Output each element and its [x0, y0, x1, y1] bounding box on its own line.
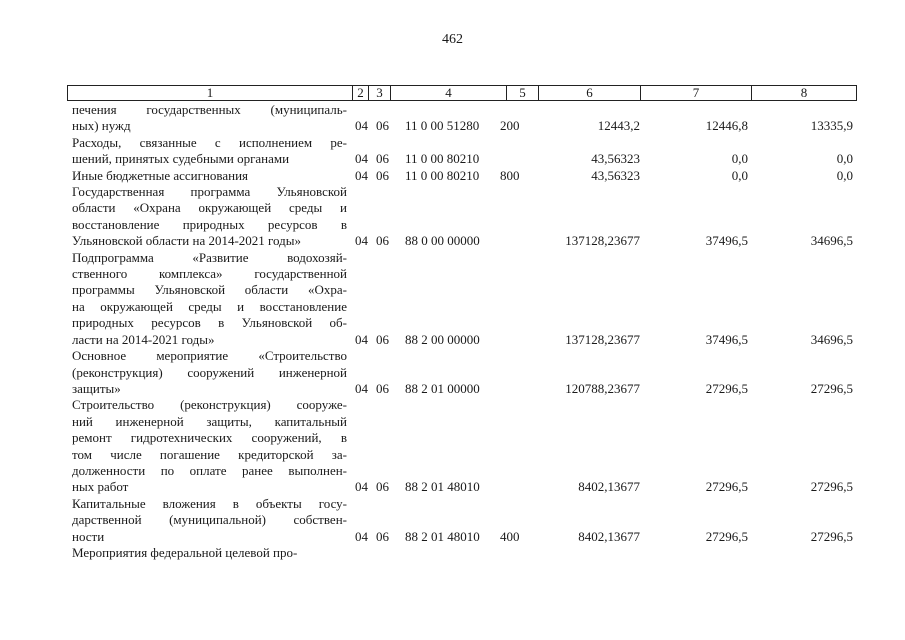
amount-col-6: 137128,23677 — [565, 233, 640, 249]
description-line: ных) нужд — [72, 118, 131, 134]
amount-col-8: 27296,5 — [810, 380, 853, 396]
section-cell: 04 — [355, 151, 368, 167]
header-col-3: 3 — [369, 86, 391, 100]
table-row — [0, 102, 905, 135]
description-line: Мероприятия федеральной целевой про- — [72, 544, 298, 560]
header-col-5: 5 — [507, 86, 539, 100]
row-description — [72, 496, 347, 545]
amount-col-7: 12446,8 — [705, 118, 748, 134]
row-description — [72, 102, 347, 135]
table-row — [0, 135, 905, 168]
row-description — [72, 250, 347, 348]
target-code-cell: 88 0 00 00000 — [405, 233, 480, 249]
description-line: ных работ — [72, 479, 129, 495]
table-row — [0, 184, 905, 250]
description-line: на окружающей среды и восстановление — [72, 298, 347, 314]
amount-col-7: 37496,5 — [705, 233, 748, 249]
subsection-cell: 06 — [376, 151, 389, 167]
header-col-2: 2 — [353, 86, 369, 100]
header-col-7: 7 — [641, 86, 752, 100]
amount-col-7: 37496,5 — [705, 331, 748, 347]
amount-col-8: 27296,5 — [810, 528, 853, 544]
row-description — [72, 184, 347, 250]
subsection-cell: 06 — [376, 167, 389, 183]
description-line: Расходы, связанные с исполнением ре- — [72, 134, 347, 150]
description-line: Основное мероприятие «Строительство — [72, 348, 347, 364]
description-line: восстановление природных ресурсов в — [72, 216, 347, 232]
table-row — [0, 496, 905, 545]
amount-col-6: 43,56323 — [591, 151, 640, 167]
description-line: Ульяновской области на 2014-2021 годы» — [72, 233, 302, 249]
section-cell: 04 — [355, 167, 368, 183]
target-code-cell: 11 0 00 80210 — [405, 167, 480, 183]
description-line: Подпрограмма «Развитие водохозяй- — [72, 249, 347, 265]
row-description — [72, 135, 347, 168]
amount-col-6: 8402,13677 — [578, 479, 640, 495]
header-col-6: 6 — [539, 86, 641, 100]
amount-col-6: 120788,23677 — [565, 380, 640, 396]
target-code-cell: 11 0 00 51280 — [405, 118, 480, 134]
amount-col-6: 43,56323 — [591, 167, 640, 183]
amount-col-7: 27296,5 — [705, 380, 748, 396]
description-line: области «Охрана окружающей среды и — [72, 200, 347, 216]
target-code-cell: 11 0 00 80210 — [405, 151, 480, 167]
subsection-cell: 06 — [376, 380, 389, 396]
page-number: 462 — [442, 32, 463, 47]
amount-col-7: 27296,5 — [705, 479, 748, 495]
target-code-cell: 88 2 01 48010 — [405, 479, 480, 495]
header-col-1: 1 — [68, 86, 353, 100]
table-row — [0, 168, 905, 184]
section-cell: 04 — [355, 118, 368, 134]
section-cell: 04 — [355, 331, 368, 347]
description-line: долженности по оплате ранее выполнен- — [72, 462, 347, 478]
table-row — [0, 545, 905, 561]
amount-col-6: 12443,2 — [597, 118, 640, 134]
description-line: программы Ульяновской области «Охра- — [72, 282, 347, 298]
amount-col-7: 27296,5 — [705, 528, 748, 544]
target-code-cell: 88 2 01 00000 — [405, 380, 480, 396]
expense-type-cell: 800 — [500, 167, 520, 183]
amount-col-8: 0,0 — [836, 151, 853, 167]
description-line: Иные бюджетные ассигнования — [72, 167, 249, 183]
table-row — [0, 397, 905, 495]
target-code-cell: 88 2 00 00000 — [405, 331, 480, 347]
table-row — [0, 250, 905, 348]
row-description — [72, 397, 347, 495]
table-body — [0, 102, 905, 561]
description-line: шений, принятых судебными органами — [72, 151, 290, 167]
amount-col-8: 13335,9 — [810, 118, 853, 134]
amount-col-6: 137128,23677 — [565, 331, 640, 347]
subsection-cell: 06 — [376, 118, 389, 134]
amount-col-8: 0,0 — [836, 167, 853, 183]
amount-col-7: 0,0 — [731, 151, 748, 167]
description-line: том числе погашение кредиторской за- — [72, 446, 347, 462]
expense-type-cell: 200 — [500, 118, 520, 134]
subsection-cell: 06 — [376, 331, 389, 347]
section-cell: 04 — [355, 233, 368, 249]
section-cell: 04 — [355, 479, 368, 495]
description-line: печения государственных (муниципаль- — [72, 102, 347, 117]
description-line: ремонт гидротехнических сооружений, в — [72, 430, 347, 446]
row-description — [72, 168, 347, 184]
subsection-cell: 06 — [376, 528, 389, 544]
subsection-cell: 06 — [376, 479, 389, 495]
table-header — [67, 85, 857, 101]
amount-col-8: 27296,5 — [810, 479, 853, 495]
description-line: дарственной (муниципальной) собствен- — [72, 512, 347, 528]
description-line: защиты» — [72, 380, 121, 396]
description-line: ласти на 2014-2021 годы» — [72, 331, 215, 347]
description-line: Государственная программа Ульяновской — [72, 184, 347, 200]
amount-col-6: 8402,13677 — [578, 528, 640, 544]
description-line: Строительство (реконструкция) сооруже- — [72, 397, 347, 413]
table-row — [0, 348, 905, 397]
subsection-cell: 06 — [376, 233, 389, 249]
description-line: ний инженерной защиты, капитальный — [72, 413, 347, 429]
amount-col-8: 34696,5 — [810, 233, 853, 249]
expense-type-cell: 400 — [500, 528, 520, 544]
amount-col-7: 0,0 — [731, 167, 748, 183]
section-cell: 04 — [355, 528, 368, 544]
amount-col-8: 34696,5 — [810, 331, 853, 347]
section-cell: 04 — [355, 380, 368, 396]
description-line: ственного комплекса» государственной — [72, 266, 347, 282]
description-line: (реконструкция) сооружений инженерной — [72, 364, 347, 380]
header-col-4: 4 — [391, 86, 507, 100]
description-line: природных ресурсов в Ульяновской об- — [72, 315, 347, 331]
row-description — [72, 545, 347, 561]
description-line: ности — [72, 528, 105, 544]
target-code-cell: 88 2 01 48010 — [405, 528, 480, 544]
header-col-8: 8 — [800, 85, 808, 100]
row-description — [72, 348, 347, 397]
description-line: Капитальные вложения в объекты госу- — [72, 495, 347, 511]
